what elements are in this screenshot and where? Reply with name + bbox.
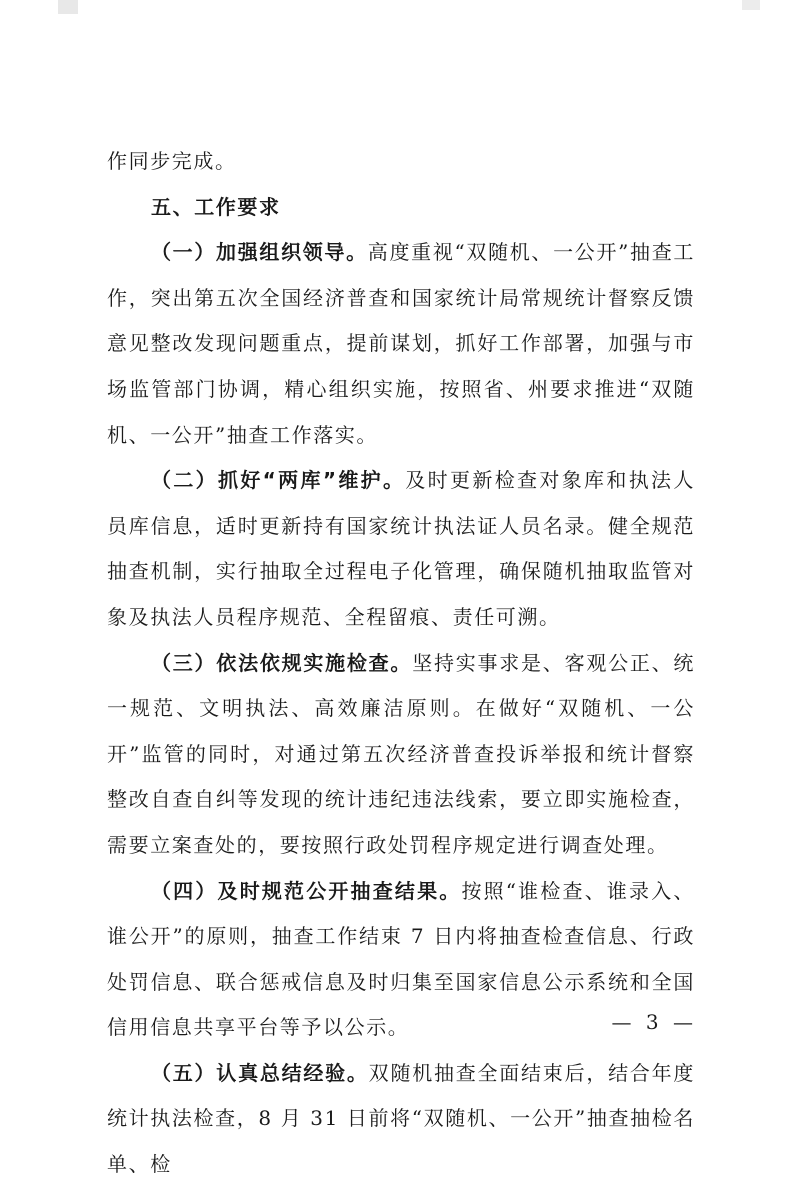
item-4-paragraph — [107, 869, 695, 1051]
item-4-lead: （四）及时规范公开抽查结果。 — [151, 878, 462, 903]
scan-artifact — [58, 0, 78, 14]
item-1-body: 高度重视“双随机、一公开”抽查工作，突出第五次全国经济普查和国家统计局常规统计督察反馈意见整改发现问题重点，提前谋划，抓好工作部署，加强与市场监管部门协调，精心组织实施，按照省、州要求推进“双随机、一公开”抽查工作落实。 — [107, 240, 695, 447]
opening-fragment: 作同步完成。 — [107, 149, 237, 173]
scan-artifact — [742, 0, 760, 10]
item-3-lead: （三）依法依规实施检查。 — [151, 650, 413, 675]
item-2-lead: （二）抓好“两库”维护。 — [151, 468, 406, 493]
section-heading: 五、工作要求 — [151, 194, 281, 219]
item-2-paragraph — [107, 458, 695, 640]
item-2-body: 及时更新检查对象库和执法人员库信息，适时更新持有国家统计执法证人员名录。健全规范抽查机制，实行抽取全过程电子化管理，确保随机抽取监管对象及执法人员程序规范、全程留痕、责任可溯。 — [107, 468, 695, 629]
item-5-lead: （五）认真总结经验。 — [151, 1060, 369, 1085]
item-1-lead: （一）加强组织领导。 — [151, 240, 368, 265]
item-4-body: 按照“谁检查、谁录入、谁公开”的原则，抽查工作结束 7 日内将抽查检查信息、行政处罚信息、联合惩戒信息及时归集至国家信息公示系统和全国信用信息共享平台等予以公示。 — [107, 878, 695, 1040]
item-5-body: 双随机抽查全面结束后，结合年度统计执法检查，8 月 31 日前将“双随机、一公开”抽查抽检名单、检 — [107, 1060, 696, 1177]
document-body — [107, 139, 695, 1188]
item-3-body: 坚持实事求是、客观公正、统一规范、文明执法、高效廉洁原则。在做好“双随机、一公开”监管的同时，对通过第五次经济普查投诉举报和统计督察整改自查自纠等发现的统计违纪违法线索，要立即实施检查，需要立案查处的，要按照行政处罚程序规定进行调查处理。 — [107, 650, 695, 857]
item-5-paragraph — [107, 1051, 695, 1188]
item-3-paragraph — [107, 641, 695, 869]
page-number: — 3 — — [611, 1010, 697, 1034]
item-1-paragraph — [107, 230, 695, 458]
